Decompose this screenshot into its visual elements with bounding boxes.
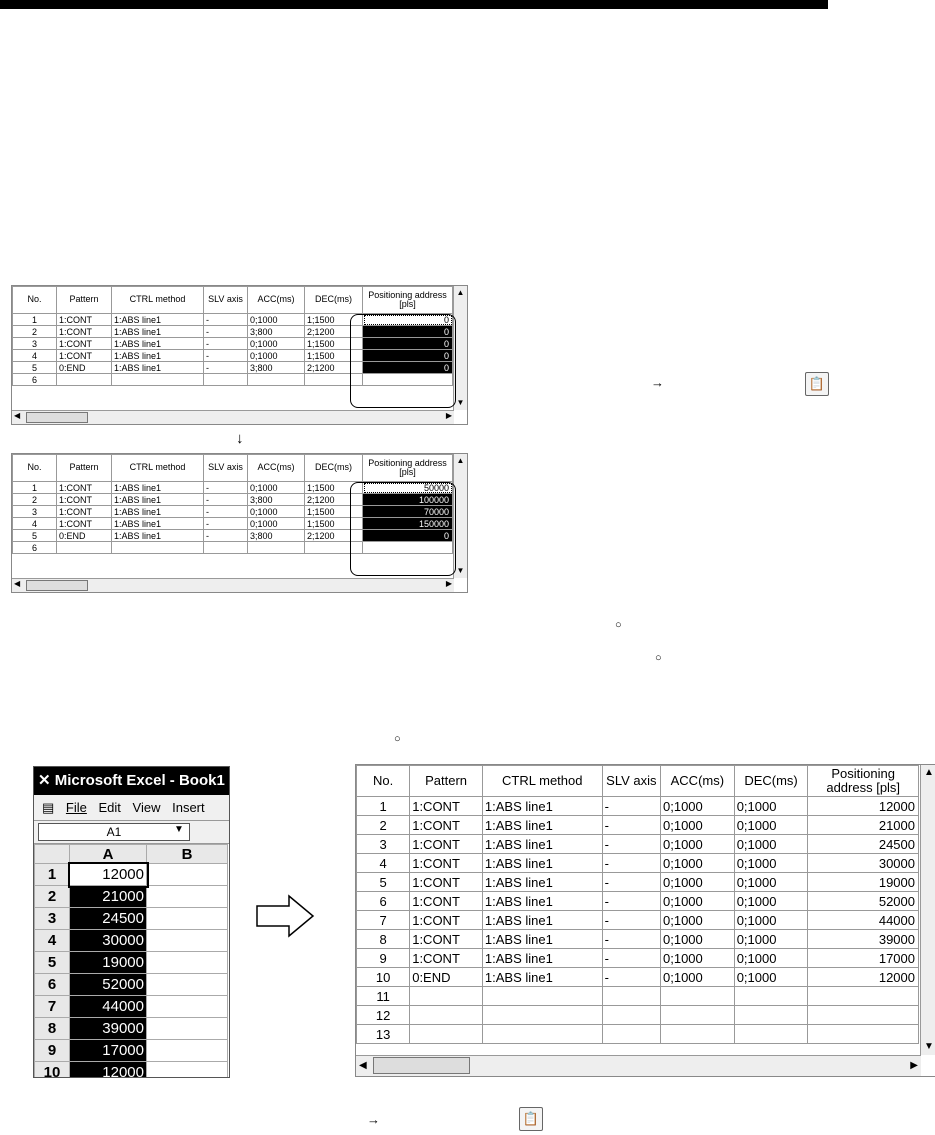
excel-title-bar[interactable] xyxy=(34,767,229,795)
excel-row xyxy=(35,864,228,886)
table-cell[interactable]: 1:CONT xyxy=(57,494,112,506)
excel-cell[interactable]: 21000 xyxy=(70,886,147,908)
table-cell[interactable]: 0 xyxy=(363,326,453,338)
table-cell[interactable]: 2 xyxy=(13,326,57,338)
table-cell[interactable]: 50000 xyxy=(363,482,453,494)
table-cell[interactable]: 0 xyxy=(363,350,453,362)
table-cell[interactable] xyxy=(248,374,305,386)
excel-cell[interactable] xyxy=(147,1062,228,1079)
table-cell[interactable]: 30000 xyxy=(808,854,919,873)
table-cell[interactable]: 1:ABS line1 xyxy=(112,362,204,374)
table-cell[interactable]: 1;1500 xyxy=(305,506,363,518)
table-cell[interactable]: 1:CONT xyxy=(57,350,112,362)
table-cell[interactable]: 1:CONT xyxy=(410,892,483,911)
table-cell[interactable]: - xyxy=(602,816,660,835)
scroll-right-icon[interactable]: ▶ xyxy=(445,411,452,420)
table-cell[interactable]: 5 xyxy=(13,362,57,374)
scroll-up-icon[interactable]: ▲ xyxy=(924,767,934,778)
column-header[interactable]: No. xyxy=(13,287,57,314)
clipboard-paste-icon[interactable]: 📋 xyxy=(519,1107,543,1131)
excel-row xyxy=(35,886,228,908)
scroll-thumb[interactable] xyxy=(26,580,88,591)
menu-file[interactable]: File xyxy=(65,800,87,815)
table-cell[interactable] xyxy=(808,1025,919,1044)
column-header[interactable]: SLV axis xyxy=(204,455,248,482)
table-cell[interactable]: 1:ABS line1 xyxy=(112,530,204,542)
table-cell[interactable] xyxy=(808,1006,919,1025)
excel-title: Microsoft Excel - Book1 xyxy=(54,772,225,789)
table-cell[interactable]: - xyxy=(602,968,660,987)
table-cell[interactable]: 8 xyxy=(357,930,410,949)
name-box[interactable]: A1 xyxy=(38,823,190,841)
table-cell[interactable]: 0;1000 xyxy=(734,930,808,949)
excel-row xyxy=(35,1040,228,1062)
table-cell[interactable]: 0;1000 xyxy=(661,873,735,892)
excel-cell[interactable] xyxy=(147,996,228,1018)
excel-cell[interactable]: 39000 xyxy=(70,1018,147,1040)
down-arrow-icon: ↓ xyxy=(236,430,244,447)
table-cell[interactable] xyxy=(112,542,204,554)
table-row[interactable] xyxy=(357,854,919,873)
excel-sheet[interactable] xyxy=(34,844,228,1078)
table-cell[interactable] xyxy=(734,1025,808,1044)
table-cell[interactable]: 3;800 xyxy=(248,530,305,542)
vertical-scrollbar[interactable] xyxy=(920,765,935,1055)
table-cell[interactable] xyxy=(410,1025,483,1044)
table-row[interactable] xyxy=(357,797,919,816)
table-cell[interactable] xyxy=(410,987,483,1006)
table-cell[interactable]: 0 xyxy=(363,338,453,350)
column-header[interactable]: SLV axis xyxy=(204,287,248,314)
table-cell[interactable]: 1:CONT xyxy=(57,518,112,530)
table-cell[interactable]: 1 xyxy=(357,797,410,816)
table-cell[interactable]: 24500 xyxy=(808,835,919,854)
table-cell[interactable]: 1:ABS line1 xyxy=(482,968,602,987)
table-cell[interactable]: 0;1000 xyxy=(734,949,808,968)
table-cell[interactable]: 10 xyxy=(357,968,410,987)
table-cell[interactable]: 0;1000 xyxy=(661,911,735,930)
table-cell[interactable]: 13 xyxy=(357,1025,410,1044)
table-cell[interactable]: 1:ABS line1 xyxy=(482,854,602,873)
table-cell[interactable]: - xyxy=(204,350,248,362)
table-cell[interactable]: 0;1000 xyxy=(661,892,735,911)
table-cell[interactable]: 1:ABS line1 xyxy=(482,797,602,816)
table-cell[interactable]: 1:ABS line1 xyxy=(482,835,602,854)
table-cell[interactable]: 0;1000 xyxy=(734,816,808,835)
table-cell[interactable]: 19000 xyxy=(808,873,919,892)
right-arrow-icon: → xyxy=(651,375,664,390)
table-row[interactable] xyxy=(357,816,919,835)
table-cell[interactable]: 6 xyxy=(13,542,57,554)
scroll-down-icon[interactable]: ▼ xyxy=(456,398,465,407)
scroll-up-icon[interactable]: ▲ xyxy=(456,288,465,297)
scroll-thumb[interactable] xyxy=(373,1057,470,1074)
scroll-down-icon[interactable]: ▼ xyxy=(456,566,465,575)
table-cell[interactable]: 0 xyxy=(363,314,453,326)
table-cell[interactable]: 0;1000 xyxy=(661,835,735,854)
table-cell[interactable]: - xyxy=(602,835,660,854)
table-row[interactable] xyxy=(357,892,919,911)
table-cell[interactable]: 0;1000 xyxy=(661,797,735,816)
select-all-corner[interactable] xyxy=(35,845,70,864)
excel-cell[interactable]: 19000 xyxy=(70,952,147,974)
table-cell[interactable] xyxy=(808,987,919,1006)
table-cell[interactable]: - xyxy=(204,530,248,542)
table-cell[interactable] xyxy=(204,374,248,386)
table-cell[interactable]: 1;1500 xyxy=(305,314,363,326)
table-cell[interactable]: 1:ABS line1 xyxy=(112,494,204,506)
grid-header-row xyxy=(13,287,453,314)
table-cell[interactable]: - xyxy=(602,892,660,911)
excel-cell[interactable]: 52000 xyxy=(70,974,147,996)
scroll-down-icon[interactable]: ▼ xyxy=(924,1041,934,1052)
table-cell[interactable]: - xyxy=(602,873,660,892)
menu-view[interactable]: View xyxy=(132,800,161,815)
table-row[interactable] xyxy=(357,1006,919,1025)
row-header[interactable]: 1 xyxy=(35,864,70,886)
table-row[interactable] xyxy=(357,968,919,987)
excel-cell[interactable] xyxy=(147,974,228,996)
excel-doc-icon[interactable]: ▤ xyxy=(42,800,55,815)
table-cell[interactable]: 39000 xyxy=(808,930,919,949)
table-cell[interactable]: 2 xyxy=(357,816,410,835)
table-cell[interactable]: 1 xyxy=(13,482,57,494)
table-cell[interactable]: 0;1000 xyxy=(248,518,305,530)
table-cell[interactable]: 2;1200 xyxy=(305,530,363,542)
table-cell[interactable] xyxy=(602,1025,660,1044)
column-header[interactable]: Pattern xyxy=(410,766,483,797)
table-cell[interactable]: 0 xyxy=(363,530,453,542)
scroll-right-icon[interactable]: ▶ xyxy=(445,579,452,588)
table-cell[interactable]: - xyxy=(204,518,248,530)
table-cell[interactable]: 3;800 xyxy=(248,326,305,338)
menu-insert[interactable]: Insert xyxy=(172,800,205,815)
excel-menu-bar xyxy=(34,795,229,821)
row-header[interactable]: 2 xyxy=(35,886,70,908)
clipboard-paste-icon[interactable]: 📋 xyxy=(805,372,829,396)
table-cell[interactable] xyxy=(482,1006,602,1025)
table-cell[interactable]: 0;1000 xyxy=(734,968,808,987)
column-header[interactable]: Pattern xyxy=(57,287,112,314)
column-header[interactable]: ACC(ms) xyxy=(248,455,305,482)
name-box-bar xyxy=(34,821,229,844)
table-cell[interactable]: 4 xyxy=(13,518,57,530)
row-header[interactable]: 6 xyxy=(35,974,70,996)
table-cell[interactable]: 1:CONT xyxy=(57,482,112,494)
table-cell[interactable]: 44000 xyxy=(808,911,919,930)
table-cell[interactable]: 1:CONT xyxy=(410,930,483,949)
table-cell[interactable]: 3 xyxy=(357,835,410,854)
table-cell[interactable]: - xyxy=(204,494,248,506)
table-cell[interactable]: 1:CONT xyxy=(57,326,112,338)
table-cell[interactable]: 1:CONT xyxy=(410,873,483,892)
table-cell[interactable]: 100000 xyxy=(363,494,453,506)
table-cell[interactable] xyxy=(734,1006,808,1025)
right-arrow-icon xyxy=(255,894,315,938)
column-header[interactable]: Positioning address [pls] xyxy=(363,455,453,482)
table-cell[interactable]: 0;1000 xyxy=(734,892,808,911)
column-header[interactable]: ACC(ms) xyxy=(661,766,735,797)
table-cell[interactable] xyxy=(57,374,112,386)
table-cell[interactable] xyxy=(57,542,112,554)
table-cell[interactable] xyxy=(734,987,808,1006)
table-cell[interactable] xyxy=(661,1025,735,1044)
table-cell[interactable]: 1:ABS line1 xyxy=(482,930,602,949)
table-cell[interactable]: 1:ABS line1 xyxy=(112,518,204,530)
table-cell[interactable]: 2 xyxy=(13,494,57,506)
table-cell[interactable] xyxy=(482,987,602,1006)
excel-row xyxy=(35,974,228,996)
table-row[interactable] xyxy=(357,835,919,854)
column-header[interactable]: CTRL method xyxy=(482,766,602,797)
horizontal-scrollbar[interactable] xyxy=(12,410,454,424)
table-cell[interactable]: 1:ABS line1 xyxy=(482,892,602,911)
chevron-down-icon[interactable]: ▼ xyxy=(174,824,184,835)
excel-window xyxy=(33,766,230,1078)
table-cell[interactable]: 9 xyxy=(357,949,410,968)
table-cell[interactable]: - xyxy=(204,314,248,326)
table-cell[interactable]: 6 xyxy=(13,374,57,386)
table-cell[interactable] xyxy=(248,542,305,554)
table-row[interactable] xyxy=(357,949,919,968)
table-cell[interactable]: 0;1000 xyxy=(734,873,808,892)
table-cell[interactable]: 3 xyxy=(13,506,57,518)
table-cell[interactable]: 0;1000 xyxy=(661,816,735,835)
horizontal-scrollbar[interactable] xyxy=(12,578,454,592)
table-cell[interactable]: 52000 xyxy=(808,892,919,911)
table-cell[interactable]: 1:ABS line1 xyxy=(112,326,204,338)
table-cell[interactable]: 1:ABS line1 xyxy=(112,350,204,362)
table-cell[interactable]: 12000 xyxy=(808,968,919,987)
scroll-left-icon[interactable]: ◀ xyxy=(359,1060,367,1071)
table-cell[interactable]: 1;1500 xyxy=(305,482,363,494)
table-cell[interactable]: 7 xyxy=(357,911,410,930)
table-cell[interactable]: - xyxy=(204,482,248,494)
table-cell[interactable]: 0;1000 xyxy=(661,968,735,987)
table-cell[interactable]: 1;1500 xyxy=(305,518,363,530)
table-cell[interactable]: 1;1500 xyxy=(305,338,363,350)
excel-cell[interactable] xyxy=(147,886,228,908)
scroll-thumb[interactable] xyxy=(26,412,88,423)
table-row[interactable] xyxy=(357,987,919,1006)
table-cell[interactable]: 1:CONT xyxy=(410,816,483,835)
excel-row xyxy=(35,1062,228,1079)
table-cell[interactable]: 1:CONT xyxy=(410,854,483,873)
scroll-left-icon[interactable]: ◀ xyxy=(14,579,21,588)
table-cell[interactable]: 3 xyxy=(13,338,57,350)
table-cell[interactable]: 1:CONT xyxy=(57,506,112,518)
table-cell[interactable]: 1:CONT xyxy=(410,911,483,930)
table-cell[interactable]: 5 xyxy=(13,530,57,542)
table-cell[interactable]: - xyxy=(602,930,660,949)
table-cell[interactable]: 0;1000 xyxy=(734,911,808,930)
table-cell[interactable]: 11 xyxy=(357,987,410,1006)
circle-marker-icon: ○ xyxy=(615,619,622,631)
column-header[interactable]: Positioning address [pls] xyxy=(808,766,919,797)
column-header[interactable]: DEC(ms) xyxy=(734,766,808,797)
column-header[interactable]: SLV axis xyxy=(602,766,660,797)
excel-logo-icon: ✕ xyxy=(38,772,51,789)
excel-row xyxy=(35,908,228,930)
table-cell[interactable]: 1:ABS line1 xyxy=(112,314,204,326)
table-cell[interactable]: 3;800 xyxy=(248,362,305,374)
table-cell[interactable]: 21000 xyxy=(808,816,919,835)
column-header[interactable]: No. xyxy=(357,766,410,797)
row-header[interactable]: 4 xyxy=(35,930,70,952)
table-row[interactable] xyxy=(357,873,919,892)
table-cell[interactable]: 12000 xyxy=(808,797,919,816)
scroll-left-icon[interactable]: ◀ xyxy=(14,411,21,420)
table-row[interactable] xyxy=(357,1025,919,1044)
scroll-right-icon[interactable]: ▶ xyxy=(910,1060,918,1071)
table-cell[interactable]: 1:CONT xyxy=(410,949,483,968)
excel-cell[interactable]: 12000 xyxy=(70,864,147,886)
table-cell[interactable] xyxy=(661,987,735,1006)
row-header[interactable]: 10 xyxy=(35,1062,70,1079)
excel-cell[interactable] xyxy=(147,908,228,930)
table-cell[interactable]: 1;1500 xyxy=(305,350,363,362)
column-header-a[interactable]: A xyxy=(70,845,147,864)
column-header[interactable]: No. xyxy=(13,455,57,482)
row-header[interactable]: 9 xyxy=(35,1040,70,1062)
table-cell[interactable]: 1:ABS line1 xyxy=(112,482,204,494)
grid-header-row xyxy=(357,766,919,797)
row-header[interactable]: 8 xyxy=(35,1018,70,1040)
table-cell[interactable] xyxy=(602,1006,660,1025)
table-cell[interactable] xyxy=(482,1025,602,1044)
table-cell[interactable]: 1:CONT xyxy=(57,338,112,350)
table-cell[interactable]: 0:END xyxy=(410,968,483,987)
row-header[interactable]: 3 xyxy=(35,908,70,930)
table-cell[interactable]: 0;1000 xyxy=(661,854,735,873)
table-cell[interactable]: 4 xyxy=(13,350,57,362)
excel-row xyxy=(35,930,228,952)
header-bar xyxy=(0,0,828,9)
table-cell[interactable]: 1:ABS line1 xyxy=(482,949,602,968)
table-cell[interactable]: 1:ABS line1 xyxy=(482,816,602,835)
table-cell[interactable]: 0 xyxy=(363,362,453,374)
table-row[interactable] xyxy=(357,911,919,930)
table-cell[interactable] xyxy=(204,542,248,554)
right-arrow-icon: → xyxy=(367,1112,380,1127)
excel-cell[interactable]: 30000 xyxy=(70,930,147,952)
table-cell[interactable]: 0;1000 xyxy=(248,350,305,362)
circle-marker-icon: ○ xyxy=(655,652,662,664)
table-cell[interactable]: 1:ABS line1 xyxy=(482,911,602,930)
excel-cell[interactable] xyxy=(147,864,228,886)
excel-cell[interactable]: 17000 xyxy=(70,1040,147,1062)
column-header[interactable]: Positioning address [pls] xyxy=(363,287,453,314)
table-cell[interactable] xyxy=(112,374,204,386)
table-cell[interactable]: 2;1200 xyxy=(305,362,363,374)
table-cell[interactable]: 1 xyxy=(13,314,57,326)
table-cell[interactable]: 0;1000 xyxy=(248,338,305,350)
row-header[interactable]: 5 xyxy=(35,952,70,974)
excel-cell[interactable] xyxy=(147,952,228,974)
table-cell[interactable]: - xyxy=(204,362,248,374)
column-header[interactable]: Pattern xyxy=(57,455,112,482)
table-cell[interactable]: 0;1000 xyxy=(661,949,735,968)
selection-outline xyxy=(350,314,456,408)
table-cell[interactable]: 1:CONT xyxy=(57,314,112,326)
selection-outline xyxy=(350,482,456,576)
table-cell[interactable]: - xyxy=(204,338,248,350)
table-cell[interactable]: 70000 xyxy=(363,506,453,518)
table-cell[interactable]: 5 xyxy=(357,873,410,892)
column-header[interactable]: DEC(ms) xyxy=(305,287,363,314)
table-cell[interactable]: 2;1200 xyxy=(305,494,363,506)
menu-edit[interactable]: Edit xyxy=(98,800,121,815)
table-cell[interactable]: 1:ABS line1 xyxy=(112,506,204,518)
positioning-grid-result[interactable] xyxy=(355,764,935,1077)
excel-cell[interactable]: 12000 xyxy=(70,1062,147,1079)
excel-row xyxy=(35,996,228,1018)
table-cell[interactable]: 0;1000 xyxy=(734,797,808,816)
table-cell[interactable] xyxy=(410,1006,483,1025)
table-cell[interactable]: - xyxy=(602,797,660,816)
table-cell[interactable]: 0;1000 xyxy=(248,314,305,326)
table-cell[interactable] xyxy=(602,987,660,1006)
table-cell[interactable]: - xyxy=(204,326,248,338)
table-cell[interactable]: 12 xyxy=(357,1006,410,1025)
table-cell[interactable]: 0:END xyxy=(57,530,112,542)
column-header-b[interactable]: B xyxy=(147,845,228,864)
excel-cell[interactable] xyxy=(147,1018,228,1040)
table-cell[interactable]: - xyxy=(602,854,660,873)
table-cell[interactable]: 3;800 xyxy=(248,494,305,506)
column-header[interactable]: CTRL method xyxy=(112,287,204,314)
table-cell[interactable]: - xyxy=(602,949,660,968)
circle-marker-icon: ○ xyxy=(394,733,401,745)
table-cell[interactable]: 0;1000 xyxy=(734,835,808,854)
excel-cell[interactable]: 44000 xyxy=(70,996,147,1018)
column-header[interactable]: DEC(ms) xyxy=(305,455,363,482)
table-cell[interactable]: 0;1000 xyxy=(661,930,735,949)
table-cell[interactable]: 2;1200 xyxy=(305,326,363,338)
table-cell[interactable]: 0;1000 xyxy=(248,506,305,518)
table-cell[interactable]: 4 xyxy=(357,854,410,873)
table-row[interactable] xyxy=(357,930,919,949)
table-cell[interactable]: 1:CONT xyxy=(410,797,483,816)
column-header[interactable]: CTRL method xyxy=(112,455,204,482)
table-cell[interactable]: 0;1000 xyxy=(734,854,808,873)
grid-header-row xyxy=(13,455,453,482)
table-cell[interactable]: - xyxy=(204,506,248,518)
scroll-up-icon[interactable]: ▲ xyxy=(456,456,465,465)
row-header[interactable]: 7 xyxy=(35,996,70,1018)
column-header[interactable]: ACC(ms) xyxy=(248,287,305,314)
table-cell[interactable]: 0;1000 xyxy=(248,482,305,494)
excel-cell[interactable] xyxy=(147,1040,228,1062)
excel-row xyxy=(35,952,228,974)
table-cell[interactable]: 1:CONT xyxy=(410,835,483,854)
table-cell[interactable]: 1:ABS line1 xyxy=(112,338,204,350)
table-cell[interactable]: - xyxy=(602,911,660,930)
table-cell[interactable]: 6 xyxy=(357,892,410,911)
table-cell[interactable]: 0:END xyxy=(57,362,112,374)
excel-cell[interactable] xyxy=(147,930,228,952)
table-cell[interactable]: 150000 xyxy=(363,518,453,530)
table-cell[interactable]: 17000 xyxy=(808,949,919,968)
table-cell[interactable] xyxy=(661,1006,735,1025)
excel-row xyxy=(35,1018,228,1040)
table-cell[interactable]: 1:ABS line1 xyxy=(482,873,602,892)
excel-cell[interactable]: 24500 xyxy=(70,908,147,930)
horizontal-scrollbar[interactable] xyxy=(356,1055,921,1076)
